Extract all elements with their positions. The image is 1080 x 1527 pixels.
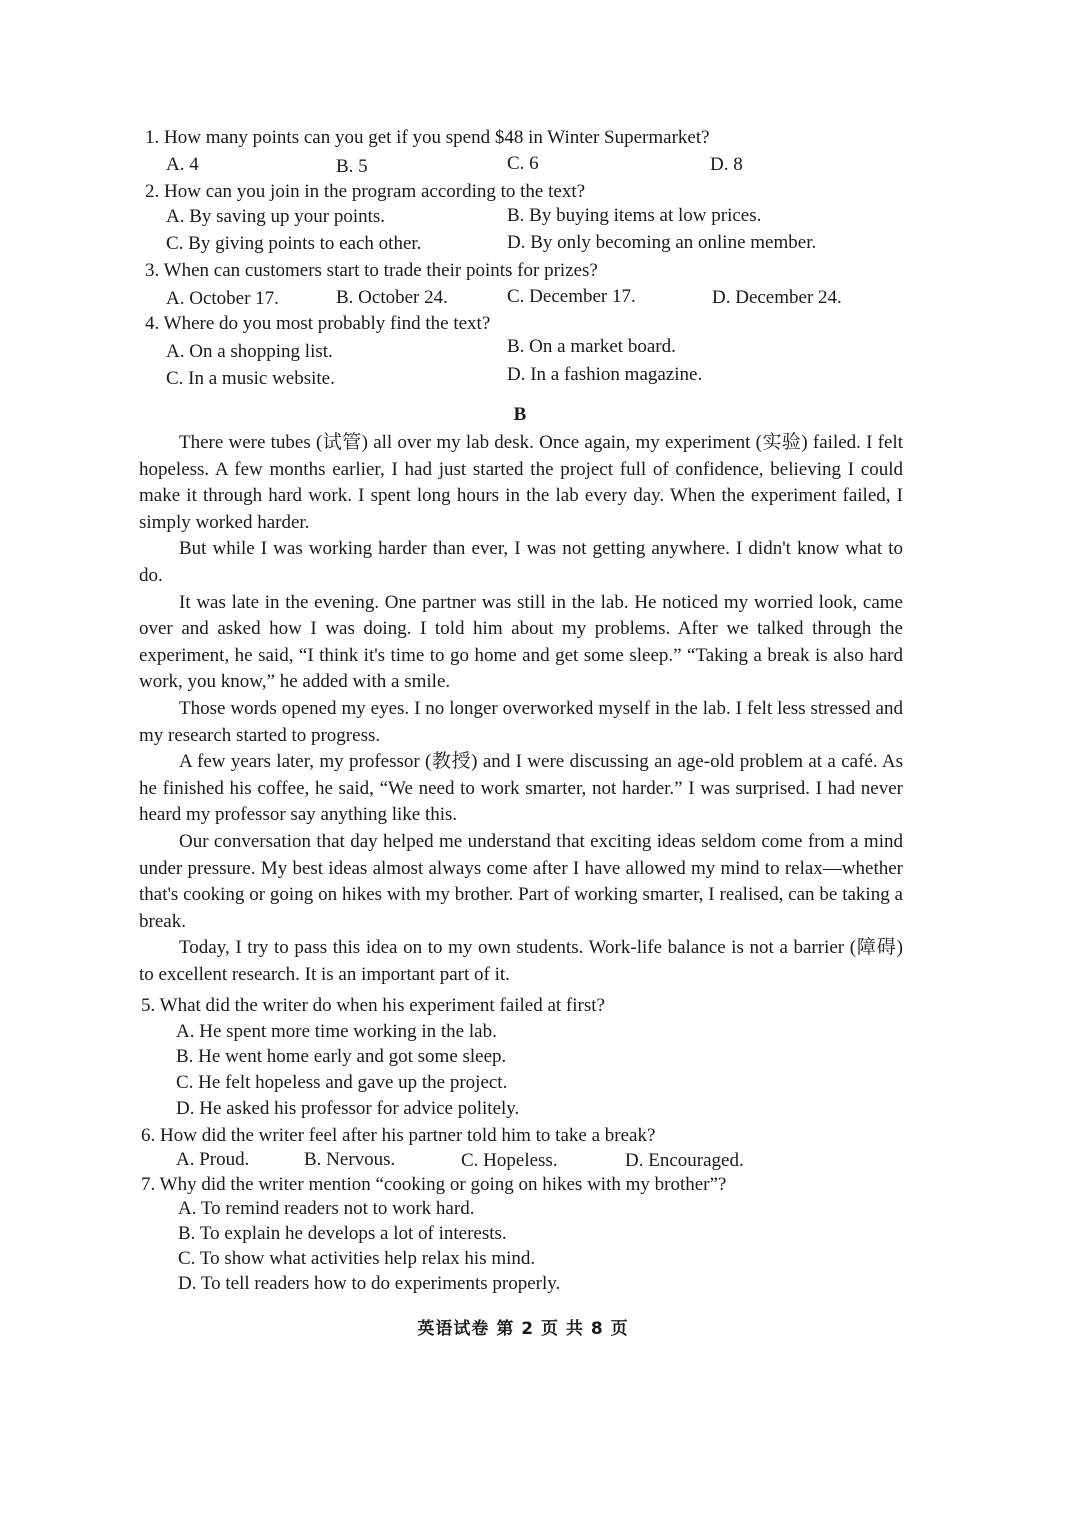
question-2-option-b: B. By buying items at low prices. bbox=[507, 205, 762, 226]
question-2-option-d: D. By only becoming an online member. bbox=[507, 232, 817, 253]
question-6-option-b: B. Nervous. bbox=[304, 1149, 396, 1170]
question-5-option-c: C. He felt hopeless and gave up the project. bbox=[176, 1072, 508, 1093]
question-4-option-b: B. On a market board. bbox=[507, 336, 676, 357]
question-4-stem: 4. Where do you most probably find the text? bbox=[145, 313, 491, 334]
question-6-option-a: A. Proud. bbox=[176, 1149, 250, 1170]
question-7-option-c: C. To show what activities help relax his mind. bbox=[178, 1248, 536, 1269]
question-6-stem: 6. How did the writer feel after his partner told him to take a break? bbox=[141, 1125, 656, 1146]
question-7-option-a: A. To remind readers not to work hard. bbox=[178, 1198, 475, 1219]
question-1-option-b: B. 5 bbox=[336, 156, 368, 177]
question-4-option-a: A. On a shopping list. bbox=[166, 341, 333, 362]
question-4-option-c: C. In a music website. bbox=[166, 368, 335, 389]
question-6-option-d: D. Encouraged. bbox=[625, 1150, 744, 1171]
question-5-option-d: D. He asked his professor for advice politely. bbox=[176, 1098, 520, 1119]
question-5-stem: 5. What did the writer do when his experiment failed at first? bbox=[141, 995, 605, 1016]
page-footer: 英语试卷 第 2 页 共 8 页 bbox=[417, 1319, 629, 1339]
question-2-option-c: C. By giving points to each other. bbox=[166, 233, 422, 254]
question-3-option-b: B. October 24. bbox=[336, 287, 448, 308]
passage-paragraph: Our conversation that day helped me understand that exciting ideas seldom come from a mind under pressure. My best ideas almost always come after I have allowed my mind to relax—whether that's cooking or going on hikes with my brother. Part of working smarter, I realised, can be taking a break. bbox=[139, 830, 903, 932]
reading-passage bbox=[139, 430, 903, 988]
question-3-option-d: D. December 24. bbox=[712, 287, 842, 308]
question-2-stem: 2. How can you join in the program according to the text? bbox=[145, 181, 586, 202]
passage-paragraph: But while I was working harder than ever, I was not getting anywhere. I didn't know what to do. bbox=[139, 538, 903, 586]
passage-paragraph: Those words opened my eyes. I no longer overworked myself in the lab. I felt less stressed and my research started to progress. bbox=[139, 697, 903, 746]
passage-paragraph: Today, I try to pass this idea on to my own students. Work-life balance is not a barrier (障碍) to excellent research. It is an important part of it. bbox=[139, 937, 903, 985]
question-5-option-b: B. He went home early and got some sleep. bbox=[176, 1046, 507, 1067]
question-7-stem: 7. Why did the writer mention “cooking or going on hikes with my brother”? bbox=[141, 1174, 727, 1195]
question-5-option-a: A. He spent more time working in the lab. bbox=[176, 1021, 497, 1042]
passage-paragraph: A few years later, my professor (教授) and I were discussing an age-old problem at a café. As he finished his coffee, he said, “We need to work smarter, not harder.” I was surprised. I had never heard my professor say anything like this. bbox=[139, 751, 903, 826]
question-7-option-b: B. To explain he develops a lot of interests. bbox=[178, 1223, 507, 1244]
passage-paragraph: There were tubes (试管) all over my lab desk. Once again, my experiment (实验) failed. I felt hopeless. A few months earlier, I had just started the project full of confidence, believing I could make it through hard work. I spent long hours in the lab every day. When the experiment failed, I simply worked harder. bbox=[139, 432, 903, 533]
question-1-option-a: A. 4 bbox=[166, 154, 199, 175]
question-3-stem: 3. When can customers start to trade their points for prizes? bbox=[145, 260, 598, 281]
question-1-option-d: D. 8 bbox=[710, 154, 743, 175]
question-2-option-a: A. By saving up your points. bbox=[166, 206, 386, 227]
passage-paragraph: It was late in the evening. One partner was still in the lab. He noticed my worried look, came over and asked how I was doing. I told him about my problems. After we talked through the experiment, he said, “I think it's time to go home and get some sleep.” “Taking a break is also hard work, you know,” he added with a smile. bbox=[139, 591, 903, 693]
question-1-stem: 1. How many points can you get if you spend $48 in Winter Supermarket? bbox=[145, 127, 710, 148]
question-3-option-a: A. October 17. bbox=[166, 288, 279, 309]
question-6-option-c: C. Hopeless. bbox=[461, 1150, 558, 1171]
question-1-option-c: C. 6 bbox=[507, 153, 539, 174]
question-7-option-d: D. To tell readers how to do experiments properly. bbox=[178, 1273, 561, 1294]
question-4-option-d: D. In a fashion magazine. bbox=[507, 364, 703, 385]
section-b-heading: B bbox=[513, 404, 527, 425]
question-3-option-c: C. December 17. bbox=[507, 286, 636, 307]
